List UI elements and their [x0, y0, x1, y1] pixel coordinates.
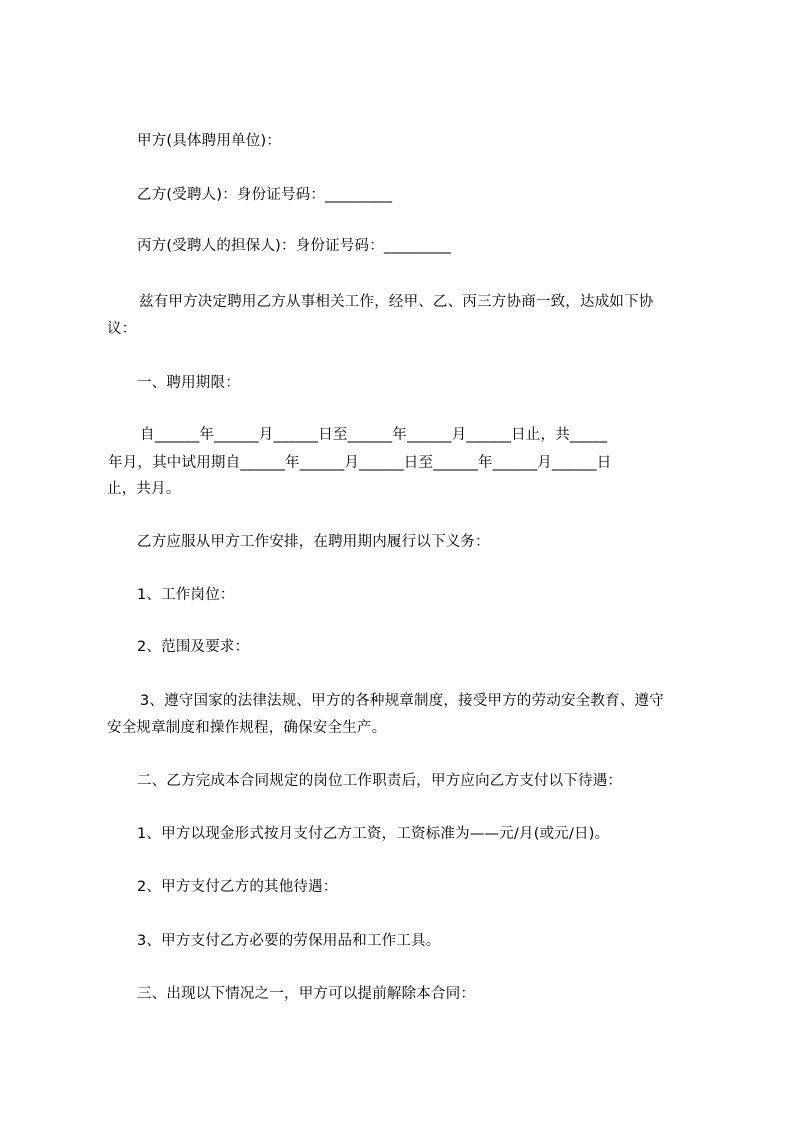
benefit-item-3: 3、甲方支付乙方必要的劳保用品和工作工具。	[137, 933, 441, 949]
section-3-heading: 三、出现以下情况之一，甲方可以提前解除本合同：	[137, 986, 476, 1002]
duty-item-3-continued: 安全规章制度和操作规程，确保安全生产。	[107, 720, 387, 736]
section-1-heading: 一、聘用期限：	[137, 375, 240, 391]
term-line-1: 自______年______月______日至______年______月______日止，共_____	[140, 427, 608, 443]
duty-item-1: 1、工作岗位：	[137, 587, 235, 603]
intro-line-2: 议：	[107, 321, 137, 337]
duty-intro: 乙方应服从甲方工作安排，在聘用期内履行以下义务：	[137, 534, 490, 550]
duty-item-2: 2、范围及要求：	[137, 639, 250, 655]
intro-line-1: 兹有甲方决定聘用乙方从事相关工作，经甲、乙、丙三方协商一致，达成如下协	[139, 294, 654, 310]
benefit-item-2: 2、甲方支付乙方的其他待遇：	[137, 879, 338, 895]
term-line-3: 止，共月。	[107, 481, 181, 497]
party-b-line: 乙方(受聘人)：身份证号码：_________	[137, 187, 393, 203]
benefit-item-1: 1、甲方以现金形式按月支付乙方工资，工资标准为——元/月(或元/日)。	[137, 826, 610, 842]
term-line-2: 年月，其中试用期自______年______月______日至______年______月______日	[108, 455, 612, 471]
duty-item-3: 3、遵守国家的法律法规、甲方的各种规章制度，接受甲方的劳动安全教育、遵守	[140, 693, 664, 709]
party-c-line: 丙方(受聘人的担保人)：身份证号码：_________	[137, 238, 451, 254]
section-2-heading: 二、乙方完成本合同规定的岗位工作职责后，甲方应向乙方支付以下待遇：	[137, 773, 623, 789]
party-a-line: 甲方(具体聘用单位)：	[137, 133, 282, 149]
